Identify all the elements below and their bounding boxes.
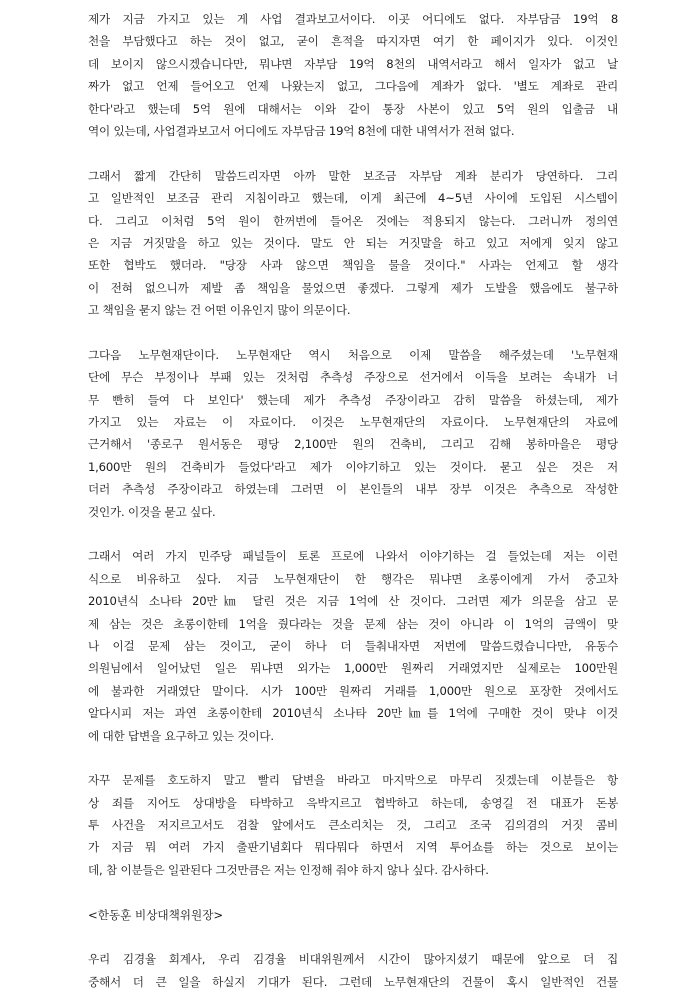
text-line: 상 죄를 지어도 상대방을 타박하고 윽박지르고 협박하고 하는데, 송영길 전 대표가 돈봉: [88, 795, 618, 810]
text-line: 데, 참 이분들은 일관된다 그것만큼은 저는 인정해 줘야 하지 않나 싶다. 감사하다.: [88, 862, 489, 877]
text-line: 식으로 비유하고 싶다. 지금 노무현재단이 한 행각은 뭐냐면 초롱이에게 가서 중고차: [88, 571, 618, 586]
text-line: 그래서 짧게 간단히 말씀드리자면 아까 말한 보조금 자부담 계좌 분리가 당연하다. 그리: [88, 168, 618, 183]
text-line: 근거해서 '종로구 원서동은 평당 2,100만 원의 건축비, 그리고 김해 봉하마을은 평당: [88, 437, 618, 452]
paragraph-4: [88, 545, 618, 747]
text-line: 역이 있는데, 사업결과보고서 어디에도 자부담금 19억 8천에 대한 내역서가 전혀 없다.: [88, 123, 515, 138]
text-line: 더러 추측성 주장이라고 하였는데 그러면 이 본인들의 내부 장부 이것은 추측으로 작성한: [88, 482, 618, 497]
text-line: 다. 그리고 이처럼 5억 원이 한꺼번에 들어온 것에는 적용되지 않는다. 그러니까 정의연: [88, 213, 618, 228]
text-line: 2010년식 소나타 20만㎞ 달린 것은 지금 1억에 산 것이다. 그러면 제가 의문을 삼고 문: [88, 594, 618, 609]
text-line: 이 전혀 없으니까 제발 좀 책임을 물었으면 좋겠다. 그렇게 제가 도발을 했음에도 불구하: [88, 280, 618, 295]
paragraph-2: [88, 165, 618, 322]
text-line: 우리 김경율 회계사, 우리 김경율 비대위원께서 시간이 많아지셨기 때문에 앞으로 더 집: [88, 952, 618, 967]
paragraph-1: [88, 8, 618, 142]
text-line: 짜가 없고 언제 들어오고 언제 나왔는지 없고, 그다음에 계좌가 없다. '별도 계좌로 관리: [88, 79, 618, 94]
text-line: 자꾸 문제를 호도하지 말고 빨리 답변을 바라고 마지막으로 마무리 짓겠는데 이분들은 항: [88, 773, 618, 788]
paragraph-5: [88, 769, 618, 881]
text-line: 제 삼는 것은 초롱이한테 1억을 줬다라는 것을 문제 삼는 것이 아니라 이 1억의 금액이 맞: [88, 616, 618, 631]
text-line: 그래서 여러 가지 민주당 패널들이 토론 프로에 나와서 이야기하는 걸 들었는데 저는 이런: [88, 549, 618, 564]
text-line: 한다'라고 했는데 5억 원에 대해서는 이와 같이 통장 사본이 있고 5억 원의 입출금 내: [88, 101, 618, 116]
text-line: 의원님에서 일어났던 일은 뭐냐면 외가는 1,000만 원짜리 거래였지만 실제로는 100만원: [88, 661, 618, 676]
text-line: 무 빤히 들여 다 보인다' 했는데 제가 추측성 주장이라고 감히 말씀을 하셨는데, 제가: [88, 392, 618, 407]
text-line: 데 보이지 않으시겠습니다만, 뭐냐면 자부담 19억 8천의 내역서라고 해서 일자가 없고 날: [88, 56, 618, 71]
text-line: 가지고 있는 자료는 이 자료이다. 이것은 노무현재단의 자료이다. 노무현재단의 자료에: [88, 415, 618, 430]
paragraph-6: [88, 948, 618, 993]
text-line: 1,600만 원의 건축비가 들었다'라고 제가 이야기하고 있는 것이다. 묻고 싶은 것은 저: [88, 459, 618, 474]
text-line: 그다음 노무현재단이다. 노무현재단 역시 처음으로 이제 말씀을 해주셨는데 '노무현재: [88, 347, 618, 362]
text-line: 고 책임을 묻지 않는 건 어떤 이유인지 많이 의문이다.: [88, 303, 351, 318]
text-line: 에 불과한 거래였단 말이다. 시가 100만 원짜리 거래를 1,000만 원으로 포장한 것에서도: [88, 683, 618, 698]
text-line: 고 일반적인 보조금 관리 지침이라고 했는데, 이게 최근에 4~5년 사이에 도입된 시스템이: [88, 191, 618, 206]
text-line: 은 지금 거짓말을 하고 있는 것이다. 말도 안 되는 거짓말을 하고 있고 저에게 잊지 않고: [88, 235, 618, 250]
text-line: 알다시피 저는 과연 초롱이한테 2010년식 소나타 20만㎞를 1억에 구매한 것이 맞냐 이것: [88, 706, 618, 721]
paragraph-3: [88, 344, 618, 523]
text-line: 것인가. 이것을 묻고 싶다.: [88, 504, 216, 519]
text-line: 나 이걸 문제 삼는 것이고, 굳이 하나 더 들춰내자면 저번에 말씀드렸습니다만, 유동수: [88, 638, 618, 653]
text-line: 에 대한 답변을 요구하고 있는 것이다.: [88, 728, 274, 743]
text-line: 단에 무슨 부정이나 부패 있는 것처럼 추측성 주장으로 선거에서 이득을 보려는 속내가 너: [88, 370, 618, 385]
speaker-heading: <한동훈 비상대책위원장>: [88, 907, 224, 922]
text-line: 천을 부담했다고 하는 것이 없고, 굳이 흔적을 따지자면 여기 한 페이지가 있다. 이것인: [88, 34, 618, 49]
text-line: 또한 협박도 했더라. "당장 사과 않으면 책임을 물을 것이다." 사과는 언제고 할 생각: [88, 258, 618, 273]
text-line: 제가 지금 가지고 있는 게 사업 결과보고서이다. 이곳 어디에도 없다. 자부담금 19억 8: [88, 12, 618, 26]
text-line: 중해서 더 큰 일을 하실지 기대가 된다. 그런데 노무현재단의 건물이 혹시 일반적인 건물: [88, 974, 618, 989]
text-line: 투 사건을 저지르고서도 검찰 앞에서도 큰소리치는 것, 그리고 조국 김의겸의 거짓 콤비: [88, 818, 618, 833]
text-line: 가 지금 뭐 여러 가지 출판기념회다 뭐다뭐다 하면서 지역 투어쇼를 하는 것으로 보이는: [88, 840, 618, 855]
